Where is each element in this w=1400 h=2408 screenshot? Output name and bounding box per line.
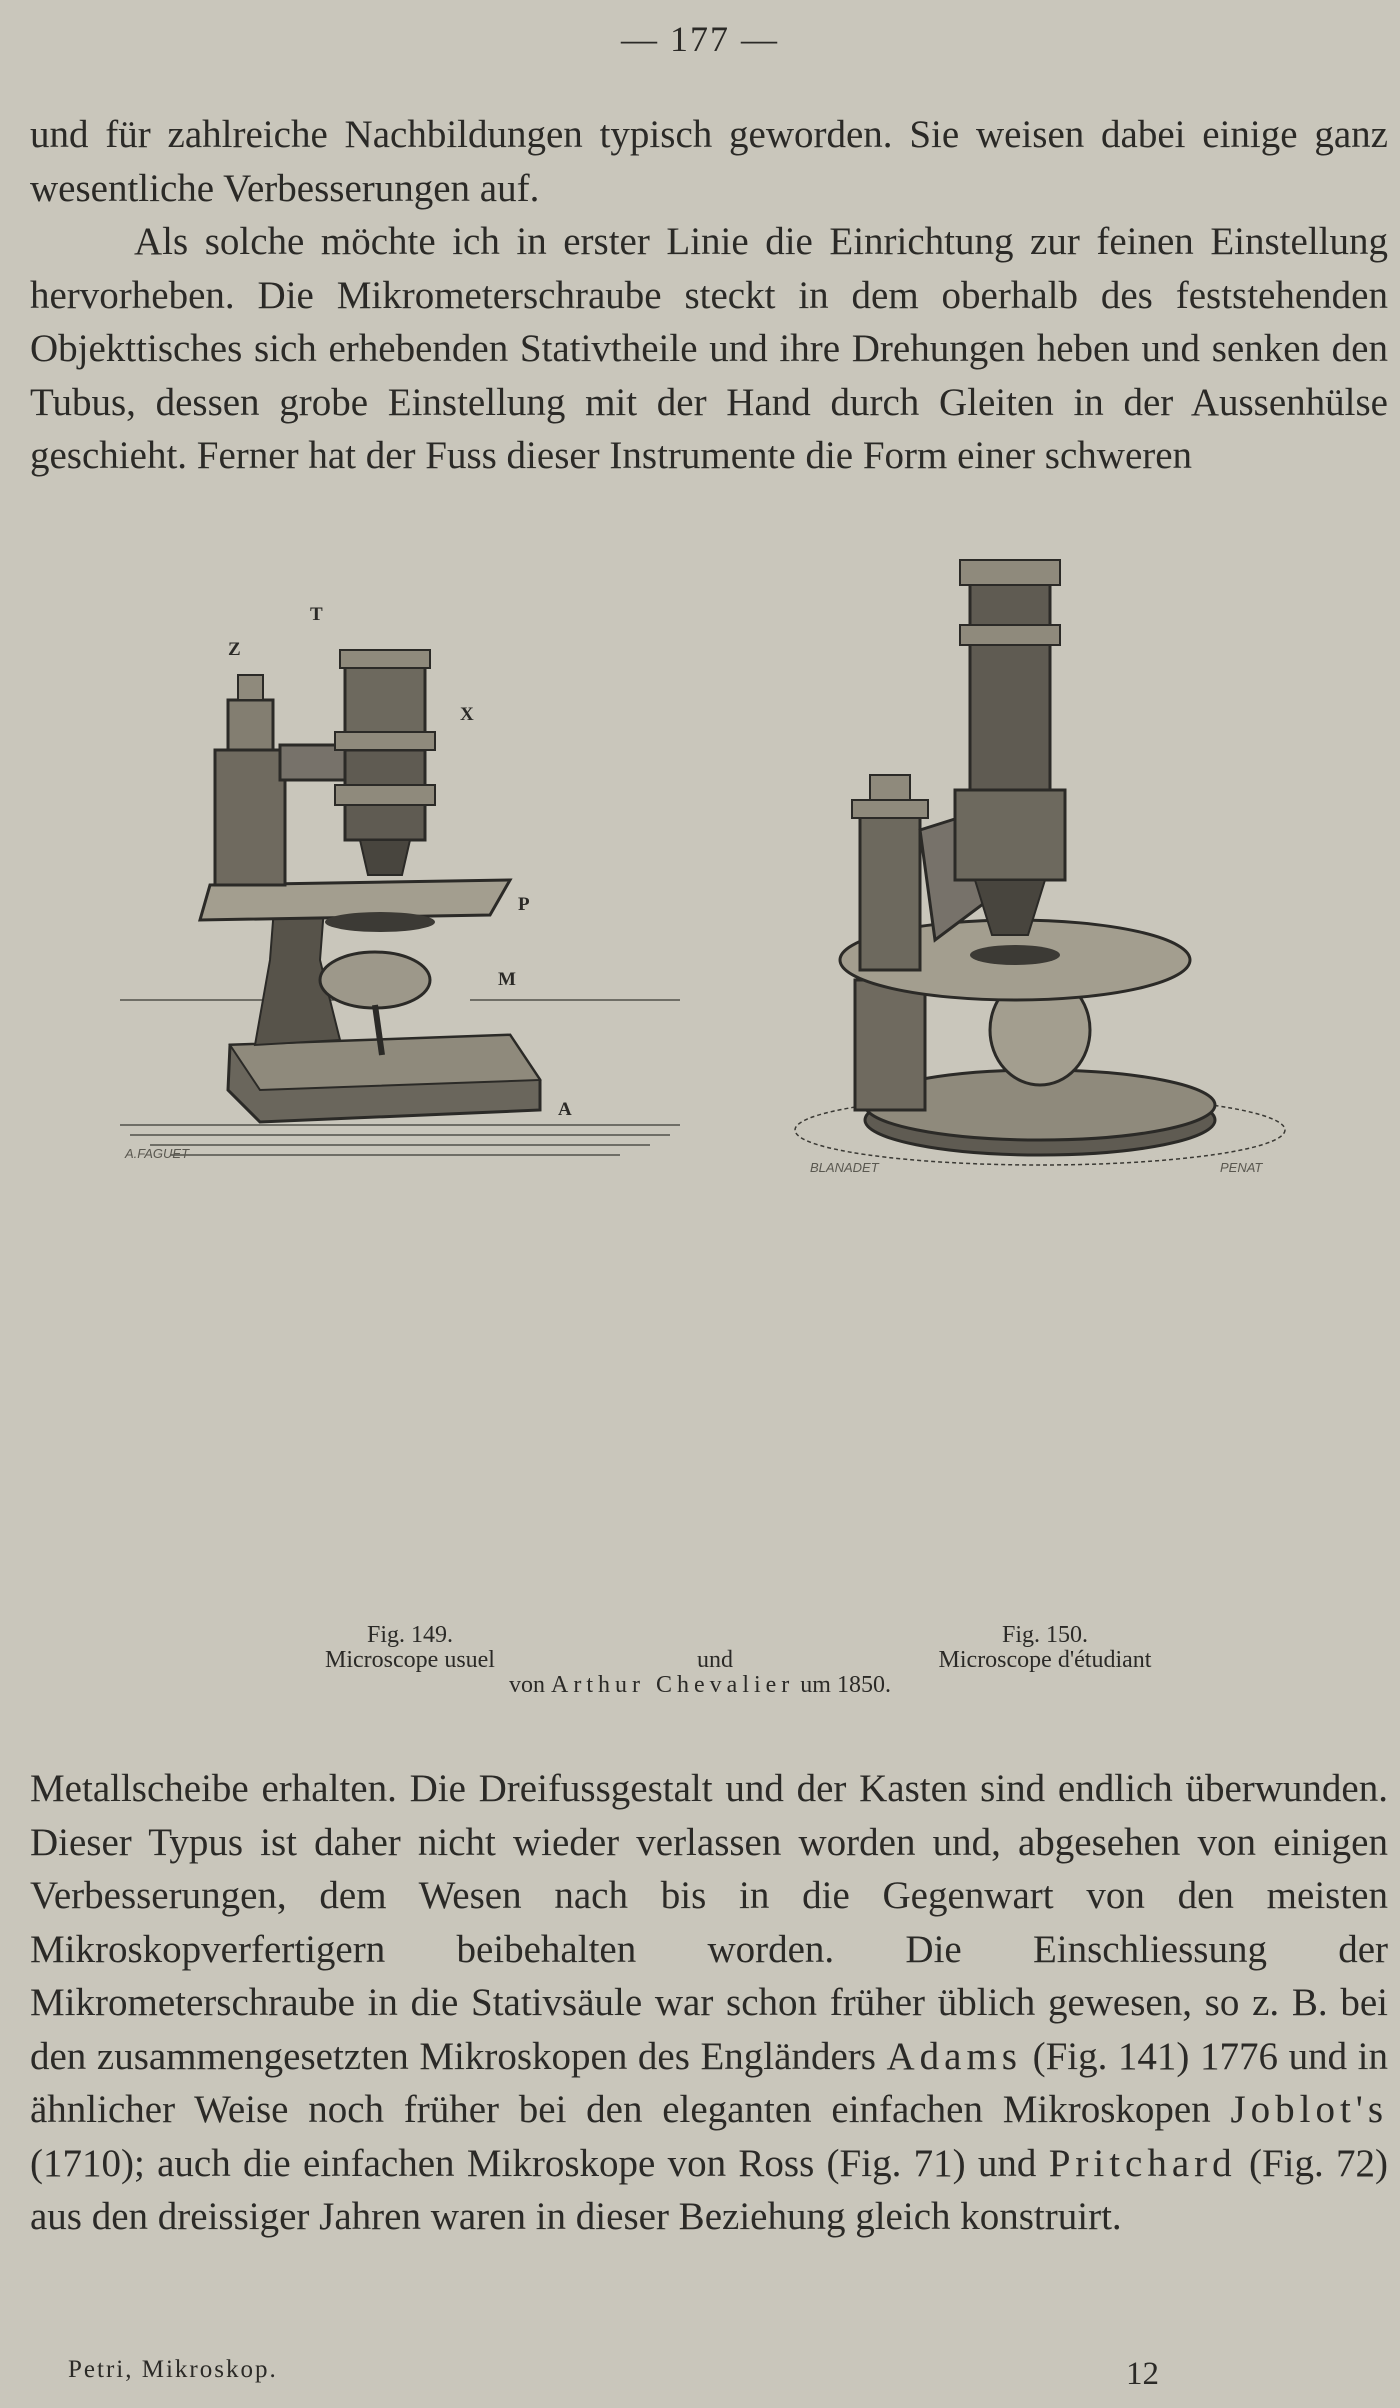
figure-149-number xyxy=(300,1623,520,1648)
label-p: P xyxy=(518,894,530,915)
paragraph-bottom-text: (1710); auch die einfachen Mikroskope von Ross (Fig. 71) und xyxy=(30,2141,1049,2185)
caption-credit xyxy=(400,1673,1000,1698)
label-z: Z xyxy=(228,639,241,660)
paragraph-line: und für zahlreiche Nachbildungen typisch geworden. Sie weisen dabei einige ganz wesentliche Verbesserungen auf. xyxy=(30,113,1388,210)
label-x: X xyxy=(460,704,474,725)
engraver-signature-right: PENAT xyxy=(1220,1160,1263,1175)
microscope-etudiant-illustration xyxy=(760,560,1300,1180)
engraver-signature-left: BLANADET xyxy=(810,1160,879,1175)
figure-150-number xyxy=(935,1623,1155,1648)
paragraph-bottom-text: (Fig. 72) aus den dreissiger Jahren waren in dieser Beziehung gleich konstruirt. xyxy=(30,2141,1388,2238)
figures-block xyxy=(100,560,1300,1610)
label-m: M xyxy=(498,969,516,990)
signature-mark: 12 xyxy=(1126,2356,1159,2392)
label-t: T xyxy=(310,604,323,625)
name-adams: Adams xyxy=(886,2034,1022,2078)
running-title: Petri, Mikroskop. xyxy=(68,2356,278,2383)
fig-150-title-text: Microscope d'étudiant xyxy=(938,1647,1152,1673)
credit-prefix: von xyxy=(509,1672,546,1698)
paragraph-bottom-text: (Fig. 141) 1776 und in ähnlicher Weise noch früher bei den eleganten einfachen Mikroskopen xyxy=(30,2034,1388,2131)
figure-150-title xyxy=(850,1648,1240,1673)
paragraph-bottom-text: Metallscheibe erhalten. Die Dreifussgestalt und der Kasten sind endlich überwunden. Dieser Typus ist daher nicht wieder verlassen worden und, abgesehen von einigen Verbesserungen, dem Wesen nach bis in die Gegenwart von den meisten Mikroskopverfertigern beibehalten worden. Die Einschliessung der Mikrometerschraube in die Stativsäule war schon früher üblich gewesen, so z. B. bei den zusammengesetzten Mikroskopen des Engländers xyxy=(30,1767,1388,2078)
caption-conjunction-text: und xyxy=(697,1647,733,1673)
engraver-signature: A.FAGUET xyxy=(125,1146,190,1161)
label-a: A xyxy=(558,1099,572,1120)
fig-149-title-text: Microscope usuel xyxy=(325,1647,495,1673)
credit-author: Arthur Chevalier xyxy=(551,1672,795,1698)
fig-149-number-text: Fig. 149. xyxy=(366,1622,453,1648)
caption-conjunction xyxy=(660,1648,770,1673)
microscope-usuel-illustration xyxy=(120,604,680,1180)
page-number: — 177 — xyxy=(621,19,779,59)
name-pritchard: Pritchard xyxy=(1048,2141,1237,2185)
paragraph-line: Als solche möchte ich in erster Linie die Einrichtung zur feinen Einstellung hervorheben. Die Mikrometerschraube steckt in dem oberhalb des feststehenden Objekttisches sich erhebenden Stativtheile und ihre Drehungen heben und senken den Tubus, dessen grobe Einstellung mit der Hand durch Gleiten in der Aussenhülse geschieht. Ferner hat der Fuss dieser Instrumente die Form einer schweren xyxy=(30,220,1388,477)
name-joblot: Joblot's xyxy=(1230,2088,1388,2131)
fig-150-number-text: Fig. 150. xyxy=(1001,1622,1088,1648)
figure-149-title xyxy=(240,1648,580,1673)
paragraph-bottom xyxy=(30,1762,1388,2244)
credit-suffix: um 1850. xyxy=(800,1672,891,1698)
paragraph-top xyxy=(30,108,1388,483)
